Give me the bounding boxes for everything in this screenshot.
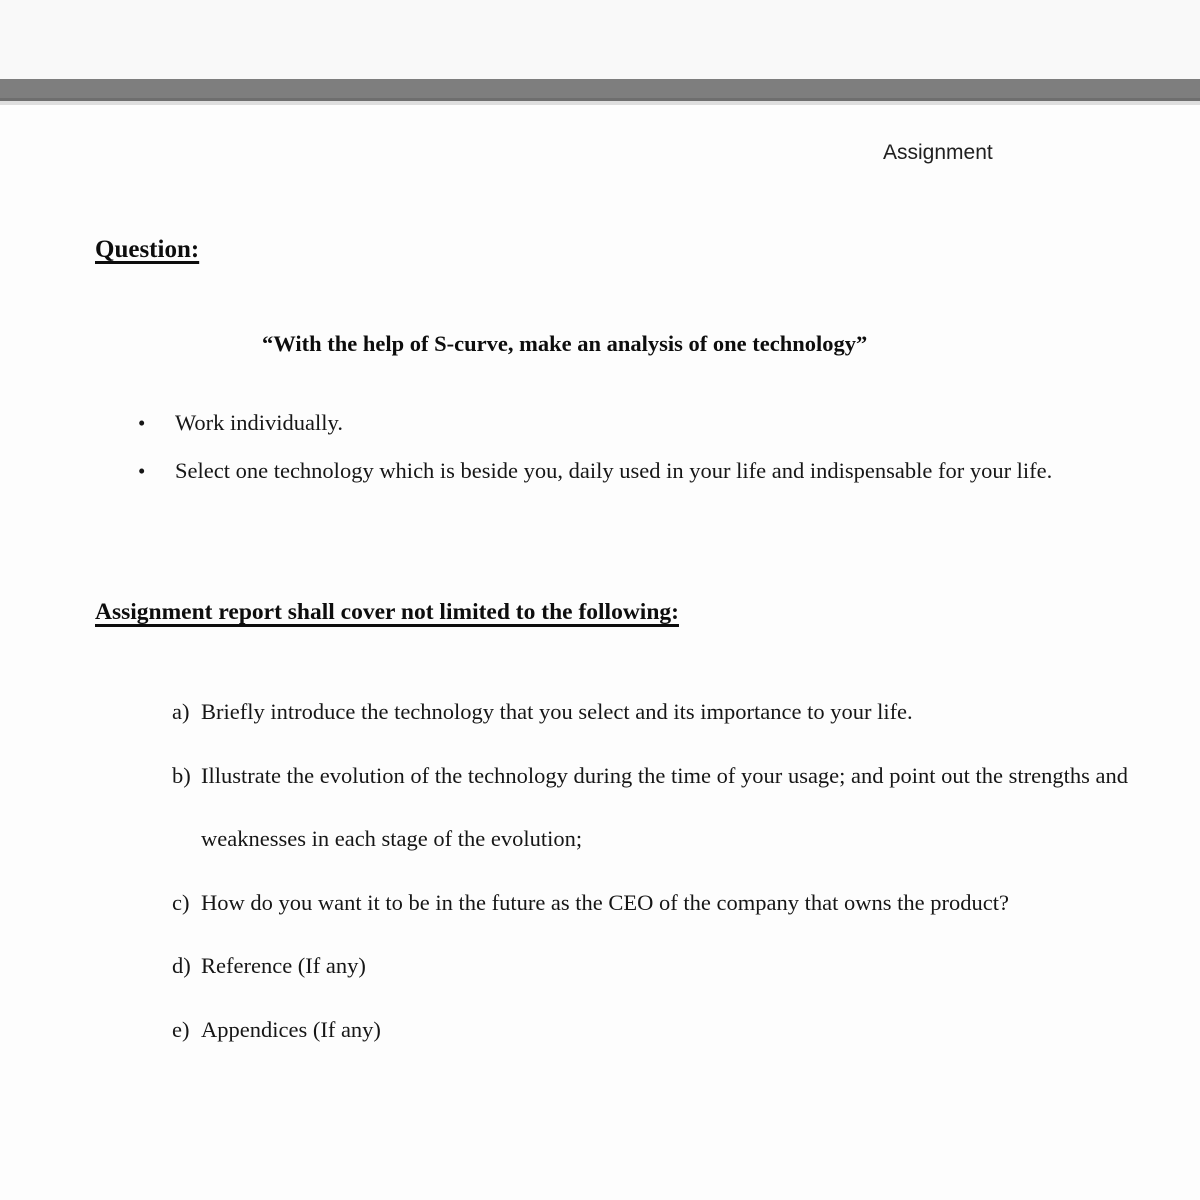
header-label: Assignment (883, 141, 993, 164)
report-heading: Assignment report shall cover not limited to the following: (95, 599, 679, 625)
bullet-text: Select one technology which is beside you, daily used in your life and indispensable for your life. (175, 458, 1053, 483)
item-marker: d) (172, 953, 191, 978)
list-item (172, 680, 1128, 744)
item-marker: c) (172, 889, 190, 915)
list-item (172, 744, 1128, 871)
item-text: Briefly introduce the technology that you select and its importance to your life. (201, 699, 913, 724)
list-item (172, 871, 1128, 935)
list-item (137, 399, 1128, 447)
item-marker: e) (172, 1016, 190, 1042)
item-text: Appendices (If any) (201, 1016, 381, 1042)
page-top-margin (0, 0, 1200, 79)
question-heading: Question: (95, 236, 200, 263)
list-item (137, 447, 1128, 495)
item-marker: b) (172, 762, 191, 788)
bullet-icon: • (138, 411, 146, 435)
bullet-icon: • (138, 459, 146, 483)
list-item (172, 998, 1128, 1062)
divider-bar (0, 79, 1200, 101)
item-text: How do you want it to be in the future as the CEO of the company that owns the product? (201, 889, 1009, 915)
item-text: Illustrate the evolution of the technology during the time of your usage; and point out the strengths and weaknesses in each stage of the evolution; (201, 762, 1128, 851)
bullet-list (137, 399, 1128, 495)
document-header (883, 141, 993, 165)
item-marker: a) (172, 699, 190, 724)
bullet-text: Work individually. (175, 410, 343, 435)
list-item (172, 934, 1128, 998)
item-text: Reference (If any) (201, 953, 366, 978)
quote-line: “With the help of S-curve, make an analysis of one technology” (262, 331, 868, 356)
lettered-list (172, 680, 1128, 1061)
